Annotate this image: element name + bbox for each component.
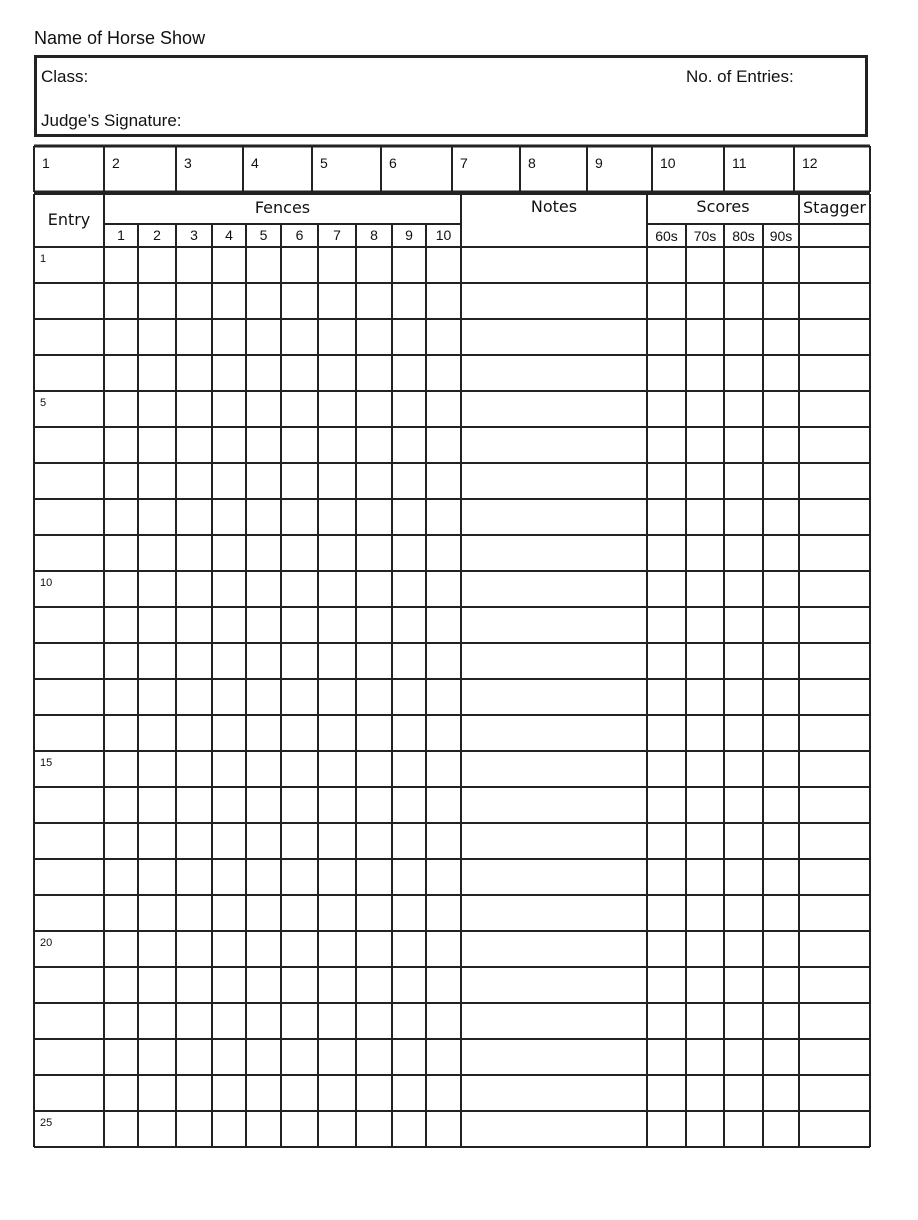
score-range-label: 80s	[732, 228, 755, 244]
top-number-label: 11	[732, 155, 747, 171]
fence-number-label: 4	[225, 227, 233, 243]
top-number-label: 4	[251, 155, 259, 171]
top-number-label: 1	[42, 155, 50, 171]
entry-row-number: 1	[40, 253, 47, 265]
class-label: Class:	[41, 67, 89, 86]
fence-number-label: 1	[117, 227, 125, 243]
fences-header: Fences	[254, 198, 311, 217]
scores-header: Scores	[696, 197, 750, 216]
score-range-label: 60s	[655, 228, 678, 244]
top-number-label: 6	[389, 155, 397, 171]
top-number-label: 3	[184, 155, 192, 171]
top-number-label: 2	[112, 155, 120, 171]
fence-number-label: 9	[405, 227, 413, 243]
top-number-label: 5	[320, 155, 328, 171]
top-number-label: 7	[460, 155, 468, 171]
entry-row-number: 10	[40, 577, 53, 589]
top-number-label: 12	[802, 155, 818, 171]
fence-number-label: 2	[153, 227, 161, 243]
entry-row-number: 25	[40, 1117, 53, 1129]
judge-signature-label: Judge’s Signature:	[41, 111, 182, 130]
score-range-label: 90s	[769, 228, 793, 244]
entries-count-label: No. of Entries:	[686, 67, 794, 86]
top-number-label: 9	[595, 155, 603, 171]
notes-header: Notes	[530, 197, 578, 216]
fence-number-label: 8	[370, 227, 378, 243]
horse-show-name-label: Name of Horse Show	[34, 28, 206, 48]
top-number-label: 8	[528, 155, 536, 171]
stagger-header: Stagger	[803, 198, 866, 217]
entry-row-number: 5	[40, 397, 47, 409]
fence-number-label: 5	[259, 227, 268, 243]
entry-header: Entry	[47, 210, 91, 229]
fence-number-label: 6	[295, 227, 304, 243]
fence-number-label: 7	[333, 227, 341, 243]
entry-row-number: 15	[40, 757, 53, 769]
fence-number-label: 3	[190, 227, 198, 243]
score-range-label: 70s	[693, 228, 717, 244]
top-number-label: 10	[660, 155, 676, 171]
entry-row-number: 20	[40, 937, 53, 949]
fence-number-label: 10	[435, 227, 452, 243]
